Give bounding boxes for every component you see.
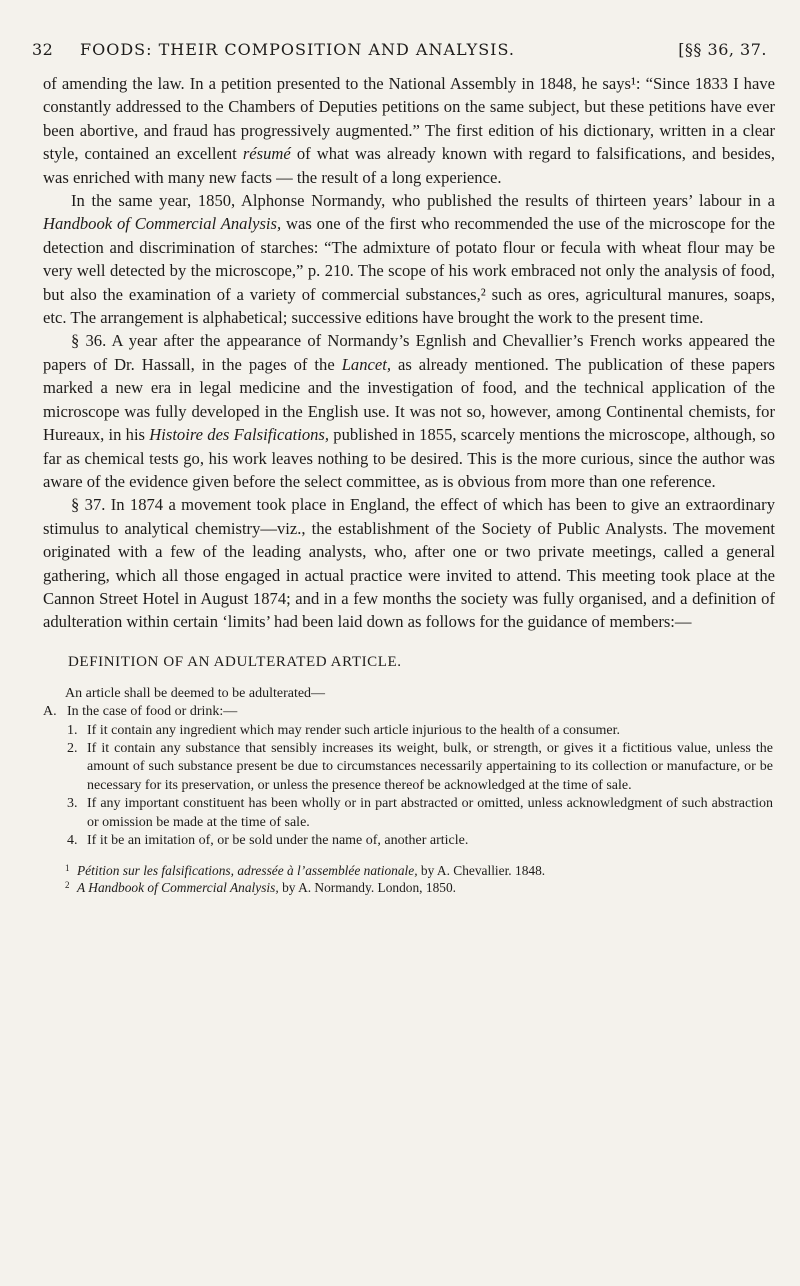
definition-part-a: A. In the case of food or drink:— bbox=[43, 704, 238, 720]
list-item: 4. If it be an imitation of, or be sold under the name of, another article. bbox=[67, 833, 469, 848]
list-item: 1. If it contain any ingredient which may render such article injurious to the health of a consumer. bbox=[67, 722, 620, 738]
page-number: 32 bbox=[32, 40, 54, 59]
paragraph-continued: of amending the law. In a petition presented to the National Assembly in 1848, he says¹: “Since 1833 I have constantly addressed to the Chambers of Deputies petitions on the same subject, but these petitions have ever been abortive, and fraud has progressively augmented.” The first edition of his dictionary, written in a clear style, contained an excellent résumé of what was already known with regard to falsifications, and besides, was enriched with many new facts — the result of a long experience. bbox=[43, 74, 775, 187]
paragraph-section-37: § 37. In 1874 a movement took place in England, the effect of which has been to give an extraordinary stimulus to analytical chemistry—viz., the establishment of the Society of Public Analysts. The movement originated with a few of the leading analysts, who, after one or two private meetings, called a general gathering, which all those engaged in actual practice were invited to attend. This meeting took place at the Cannon Street Hotel in August 1874; and in a few months the society was fully organised, and a definition of adulteration within certain ‘limits’ had been laid down as follows for the guidance of members:— bbox=[43, 495, 775, 632]
running-title: FOODS: THEIR COMPOSITION AND ANALYSIS. bbox=[80, 40, 515, 59]
paragraph-section-36: § 36. A year after the appearance of Normandy’s Egnlish and Chevallier’s French works appeared the papers of Dr. Hassall, in the pages of the Lancet, as already mentioned. The publication of these papers marked a new era in legal medicine and the investigation of food, and the technical application of the microscope was fully developed in the English use. It was not so, however, among Continental chemists, for Hureaux, in his Histoire des Falsifications, published in 1855, scarcely mentions the microscope, although, so far as chemical tests go, his work leaves nothing to be desired. This is the more curious, since the author was aware of the evidence given before the select committee, as is obvious from more than one reference. bbox=[43, 331, 775, 491]
list-item: 2. If it contain any substance that sensibly increases its weight, bulk, or strength, or gives it a fictitious value, unless the amount of such substance present be due to circumstances necessarily appertaining to its collection or manufacture, or be necessary for its preservation, or unless the presence thereof be acknowledged at the time of sale. bbox=[67, 740, 773, 793]
list-item: 3. If any important constituent has been wholly or in part abstracted or omitted, unless acknowledgment of such abstraction or omission be made at the time of sale. bbox=[67, 796, 773, 830]
running-header bbox=[28, 40, 773, 70]
footnote-2: 2 A Handbook of Commercial Analysis, by A. Normandy. London, 1850. bbox=[65, 880, 457, 896]
definition-block bbox=[43, 685, 773, 851]
definition-intro: An article shall be deemed to be adulterated— bbox=[65, 685, 326, 701]
book-page bbox=[28, 0, 776, 896]
section-range: [§§ 36, 37. bbox=[678, 40, 767, 59]
footnote-1: 1 Pétition sur les falsifications, adressée à l’assemblée nationale, by A. Chevallier. 1848. bbox=[65, 863, 546, 879]
footnotes bbox=[43, 862, 773, 896]
definition-list bbox=[43, 722, 773, 851]
main-text bbox=[43, 72, 775, 634]
paragraph-normandy: In the same year, 1850, Alphonse Normandy, who published the results of thirteen years’ labour in a Handbook of Commercial Analysis, was one of the first who recommended the use of the microscope for the detection and discrimination of starches: “The admixture of potato flour or fecula with wheat flour may be very well detected by the microscope,” p. 210. The scope of his work embraced not only the analysis of food, but also the examination of a variety of commercial substances,² such as ores, agricultural manures, soaps, etc. The arrangement is alphabetical; successive editions have brought the work to the present time. bbox=[43, 191, 776, 328]
definition-heading: DEFINITION OF AN ADULTERATED ARTICLE. bbox=[68, 653, 402, 670]
